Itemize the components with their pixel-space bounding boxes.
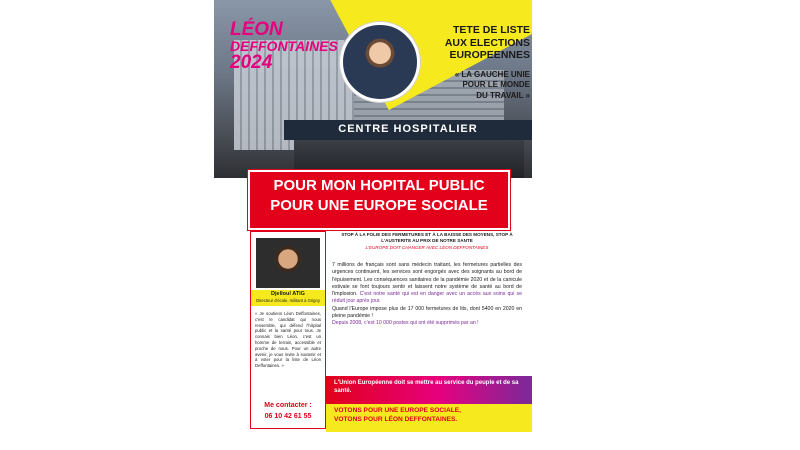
intro-text: STOP À LA FOLIE DES FERMETURES ET À LA BAISSE DES MOYENS, STOP À L'AUSTERITE AU PRIX DE NOTRE SANTE xyxy=(341,232,513,244)
headline-line: TETE DE LISTE xyxy=(452,24,530,36)
building-sign: CENTRE HOSPITALIER xyxy=(338,123,478,135)
campaign-flyer xyxy=(214,0,532,450)
candidate-portrait xyxy=(340,22,420,102)
paragraph-3-highlight: Depuis 2008, c'est 10 000 postes qui ont été supprimés par an ! xyxy=(332,320,479,327)
hospital-canopy xyxy=(284,120,532,140)
vote-line-2: VOTONS POUR LÉON DEFFONTAINES. xyxy=(334,415,458,423)
supporter-role: Directeur d'école, militant à Grigny xyxy=(256,298,320,303)
article-body xyxy=(332,262,522,328)
contact-label: Me contacter : xyxy=(264,402,312,409)
candidate-name-block xyxy=(230,20,338,72)
testimonial-card xyxy=(250,231,326,429)
contact-phone[interactable]: 06 10 42 61 55 xyxy=(264,413,312,420)
slogan-line: POUR LE MONDE xyxy=(462,80,530,90)
supporter-name: Djelloul ATIG xyxy=(271,291,305,297)
hospital-photo xyxy=(214,0,532,178)
candidate-slogan xyxy=(410,70,530,101)
paragraph-1: 7 millions de français sont sans médecin traitant, les fermetures partielles des urgences continuent, les services sont engorgés avec des soignants au bord de l'épuisement. Les conséquences sanitaires de la pandémie 2020 et de la canicule estivale se font toujours sentir et laissent notre système de santé au bord de l'implosion. xyxy=(332,262,522,298)
supporter-photo xyxy=(256,238,320,288)
union-text: L'Union Européenne doit se mettre au service du peuple et de sa santé. xyxy=(334,380,519,395)
supporter-quote: « Je soutiens Léon Deffontaines, c'est le candidat qui nous ressemble, qui défend l'hôpital public et la santé pour tous. Je connais bien Léon, c'est un homme de terrain, accessible et proche de nous. Pour un autre avenir, je vous invite à soutenir et à voter pour la liste de Léon Deffontaines. » xyxy=(255,311,321,369)
slogan-line: DU TRAVAIL » xyxy=(476,90,530,100)
vote-callout xyxy=(334,407,524,425)
slogan-line: « LA GAUCHE UNIE xyxy=(454,70,530,79)
headline-line: AUX ELECTIONS xyxy=(444,36,530,49)
paragraph-2: Quand l'Europe impose plus de 17 000 fermetures de lits, dont 5400 en 2020 en pleine pandémie ! xyxy=(332,305,522,319)
title-line-2: POUR UNE EUROPE SOCIALE xyxy=(270,196,488,214)
headline-line: EUROPEENNES xyxy=(449,49,530,62)
paragraph-1-highlight: C'est notre santé qui est en danger avec un accès aux soins qui se réduit jour après jour. xyxy=(332,291,522,305)
candidate-first-name: LÉON xyxy=(230,19,283,40)
intro-red-text: L'EUROPE DOIT CHANGER AVEC LÉON DEFFONTAINES xyxy=(365,244,489,250)
article-intro xyxy=(332,232,522,251)
election-year: 2024 xyxy=(230,52,273,73)
title-line-1: POUR MON HOPITAL PUBLIC xyxy=(273,177,485,194)
main-title xyxy=(248,170,510,230)
vote-line-1: VOTONS POUR UNE EUROPE SOCIALE, xyxy=(334,407,462,414)
candidate-headline xyxy=(410,24,530,62)
candidate-last-name: DEFFONTAINES xyxy=(230,38,338,54)
